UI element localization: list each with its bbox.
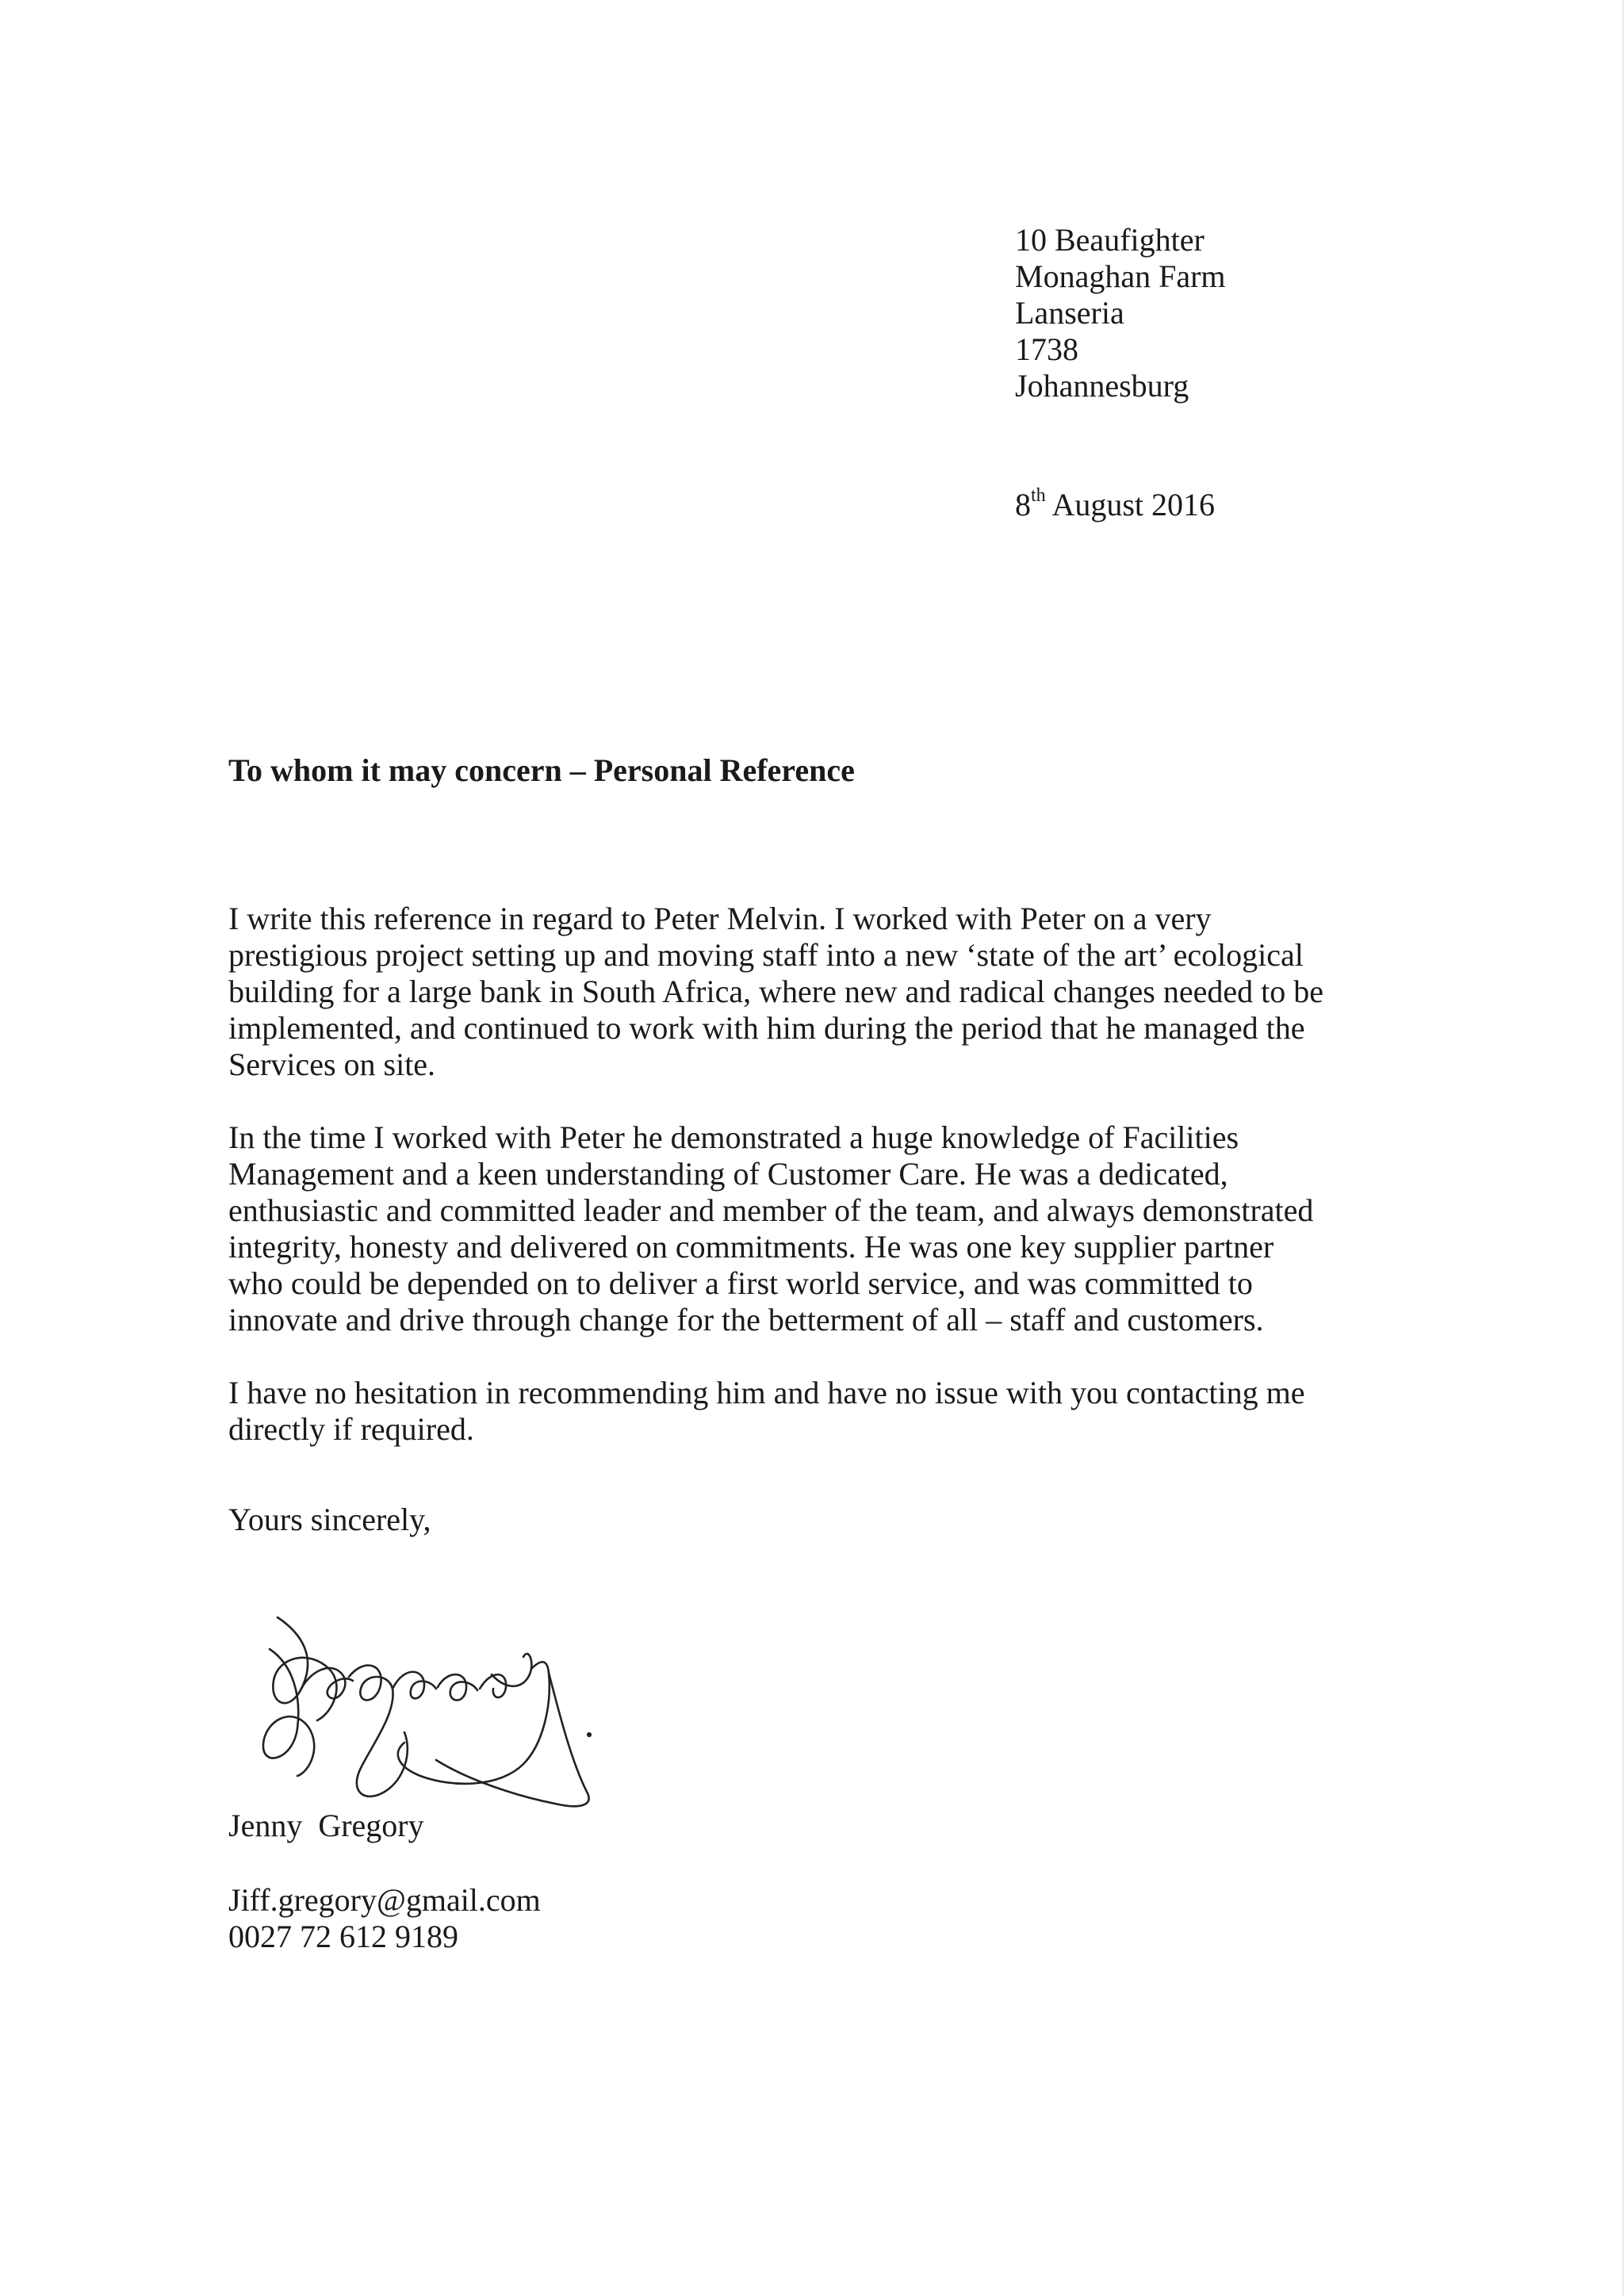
- paragraph-recommendation: [228, 1375, 1370, 1448]
- signer-contact: [228, 1882, 541, 1955]
- paragraph-line: implemented, and continued to work with him during the period that he managed the: [228, 1010, 1305, 1046]
- letter-date: [1015, 484, 1216, 523]
- paragraph-qualities: [228, 1119, 1370, 1338]
- paragraph-line: who could be depended on to deliver a first world service, and was committed to: [228, 1265, 1253, 1301]
- letter-body: [228, 901, 1370, 1484]
- date-ordinal-suffix: th: [1031, 484, 1046, 506]
- contact-email: Jiff.gregory@gmail.com: [228, 1882, 541, 1918]
- paragraph-line: I write this reference in regard to Peter Melvin. I worked with Peter on a very: [228, 901, 1212, 936]
- sender-address: [1015, 222, 1226, 404]
- contact-phone: 0027 72 612 9189: [228, 1919, 458, 1954]
- handwritten-signature: [254, 1601, 603, 1823]
- paragraph-line: I have no hesitation in recommending him and have no issue with you contacting me: [228, 1375, 1305, 1410]
- letter-heading: To whom it may concern – Personal Reference: [228, 752, 855, 788]
- paragraph-line: directly if required.: [228, 1411, 474, 1447]
- date-month-year: August 2016: [1045, 487, 1216, 522]
- paragraph-line: enthusiastic and committed leader and member of the team, and always demonstrated: [228, 1192, 1314, 1228]
- paragraph-line: integrity, honesty and delivered on commitments. He was one key supplier partner: [228, 1229, 1274, 1265]
- paragraph-line: Management and a keen understanding of Customer Care. He was a dedicated,: [228, 1156, 1228, 1192]
- paragraph-line: Services on site.: [228, 1047, 436, 1082]
- address-line-estate: Monaghan Farm: [1015, 258, 1226, 294]
- paragraph-line: In the time I worked with Peter he demonstrated a huge knowledge of Facilities: [228, 1119, 1239, 1155]
- address-line-city: Johannesburg: [1015, 368, 1189, 404]
- paragraph-line: prestigious project setting up and moving staff into a new ‘state of the art’ ecological: [228, 937, 1304, 973]
- address-line-street: 10 Beaufighter: [1015, 222, 1205, 258]
- paragraph-line: building for a large bank in South Africa, where new and radical changes needed to be: [228, 974, 1323, 1009]
- paragraph-line: innovate and drive through change for the betterment of all – staff and customers.: [228, 1302, 1264, 1337]
- scan-edge: [1621, 0, 1624, 2296]
- signer-name: Jenny Gregory: [228, 1808, 424, 1843]
- address-line-suburb: Lanseria: [1015, 295, 1124, 331]
- letter-closing: Yours sincerely,: [228, 1502, 431, 1537]
- paragraph-introduction: [228, 901, 1370, 1083]
- date-day: 8: [1015, 487, 1031, 522]
- address-line-postcode: 1738: [1015, 331, 1078, 367]
